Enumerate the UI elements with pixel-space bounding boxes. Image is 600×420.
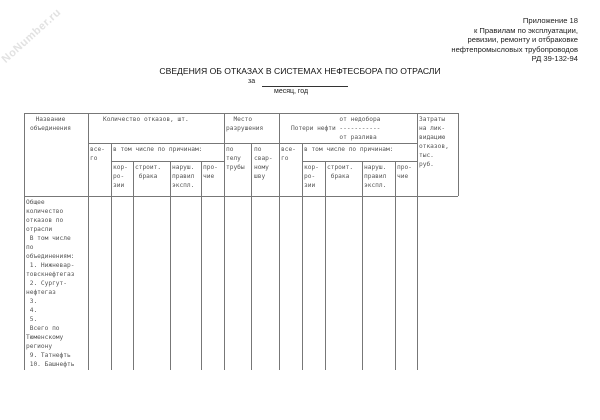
table-row-label: Тюменскому — [26, 334, 64, 341]
grid-line-vertical — [458, 113, 459, 196]
header-construction-defect: строит. брака — [135, 164, 162, 180]
header-loss-total: все- го — [281, 146, 296, 162]
grid-line-vertical — [24, 113, 25, 370]
grid-line-vertical — [88, 113, 89, 370]
header-loss-other: про- чие — [397, 164, 412, 180]
row-labels — [26, 198, 74, 369]
header-weld: по свар- ному шву — [254, 146, 273, 180]
grid-line-vertical — [111, 143, 112, 370]
grid-line-horizontal — [111, 161, 224, 162]
header-loss-corrosion: кор- ро- зии — [304, 164, 319, 189]
header-failures-total: все- го — [90, 146, 105, 162]
table-row-label: региону — [26, 343, 53, 350]
grid-line-horizontal — [24, 113, 458, 114]
appendix-note: Приложение 18 к Правилам по эксплуатации, ревизии, ремонту и отбраковке нефтепромысловых трубопроводов РД 39-132-94 — [451, 16, 578, 64]
table-row-label: В том числе — [26, 235, 71, 242]
grid-line-vertical — [395, 161, 396, 370]
header-pipe-body: по телу трубы — [226, 146, 245, 171]
header-operation-violation: наруш. правил экспл. — [172, 164, 195, 189]
grid-line-vertical — [251, 143, 252, 370]
period-hint: месяц, год — [274, 88, 309, 95]
table-row-label: 10. Башнефть — [26, 361, 75, 368]
table-row-label: Общее — [26, 199, 45, 206]
period-blank-line — [262, 86, 348, 87]
header-destruction-place: Место разрушения — [226, 116, 264, 132]
header-costs: Затраты на лик- видацию отказов, тыс. руб. — [419, 116, 449, 168]
table-row-label: 2. Сургут- — [26, 280, 67, 287]
table-row-label: Всего по — [26, 325, 60, 332]
table-row-label: объединениям: — [26, 253, 75, 260]
table-row-label: по — [26, 244, 34, 251]
header-loss-construction-defect: строит. брака — [327, 164, 354, 180]
table-row-label: нефтегаз — [26, 289, 56, 296]
grid-line-horizontal — [88, 143, 417, 144]
table-row-label: 9. Татнефть — [26, 352, 71, 359]
watermark: NoNumber.ru — [0, 6, 64, 66]
table-row-label: 1. Нижневар- — [26, 262, 75, 269]
table-row-label: 4. — [26, 307, 38, 314]
grid-line-vertical — [325, 161, 326, 370]
period-prefix: за — [248, 78, 256, 85]
header-other: про- чие — [203, 164, 218, 180]
grid-line-vertical — [302, 143, 303, 370]
header-oil-loss: от недобора Потери нефти ----------- от разлива — [291, 116, 381, 141]
grid-line-vertical — [133, 161, 134, 370]
grid-line-horizontal — [24, 196, 458, 197]
grid-line-vertical — [279, 113, 280, 370]
grid-line-vertical — [362, 161, 363, 370]
header-loss-by-reason: в том числе по причинам: — [304, 146, 394, 153]
document-title: СВЕДЕНИЯ ОБ ОТКАЗАХ В СИСТЕМАХ НЕФТЕСБОРА ПО ОТРАСЛИ — [159, 66, 441, 76]
grid-line-horizontal — [302, 161, 417, 162]
table-row-label: количество — [26, 208, 64, 215]
table-row-label: 5. — [26, 316, 38, 323]
table-row-label: отрасли — [26, 226, 53, 233]
header-loss-operation-violation: наруш. правил экспл. — [364, 164, 387, 189]
header-name: Название объединения — [30, 116, 71, 132]
grid-line-vertical — [417, 113, 418, 370]
header-failures-count: Количество отказов, шт. — [103, 116, 189, 123]
grid-line-vertical — [170, 161, 171, 370]
table-row-label: товскнефтегаз — [26, 271, 75, 278]
table-row-label: отказов по — [26, 217, 64, 224]
header-corrosion: кор- ро- зии — [113, 164, 128, 189]
table-row-label: 3. — [26, 298, 38, 305]
grid-line-vertical — [224, 113, 225, 370]
header-failures-by-reason: в том числе по причинам: — [113, 146, 203, 153]
grid-line-vertical — [201, 161, 202, 370]
